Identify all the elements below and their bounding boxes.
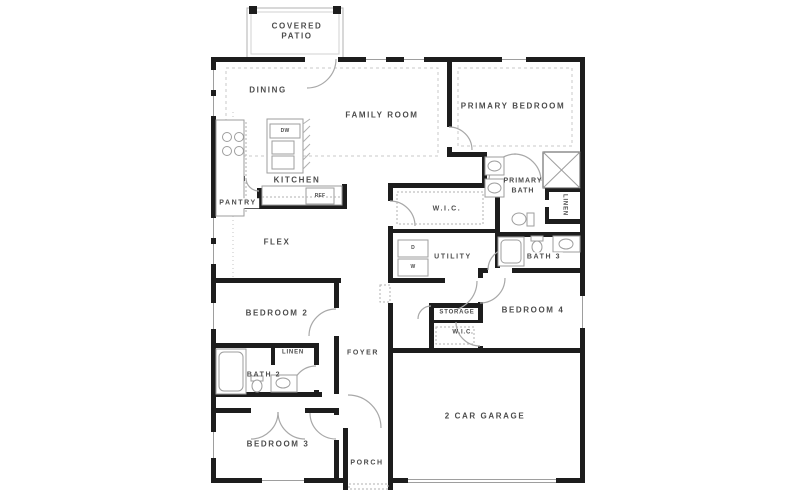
label-primary-bedroom: PRIMARY BEDROOM: [460, 101, 566, 111]
label-bedroom3: BEDROOM 3: [246, 439, 310, 449]
label-kitchen: KITCHEN: [273, 175, 321, 185]
label-linen-primary: LINEN: [561, 194, 568, 216]
porch-step: [349, 484, 388, 489]
label-wic-bedroom4: W.I.C.: [452, 329, 474, 336]
burner: [223, 147, 232, 156]
label-covered-patio: [272, 22, 323, 41]
label-covered-patio-line2: PATIO: [281, 31, 313, 40]
toilet: [512, 213, 526, 225]
toilet-tank: [527, 213, 534, 226]
label-bath3: BATH 3: [526, 253, 562, 261]
label-flex: FLEX: [263, 237, 291, 247]
label-dryer: D: [411, 245, 415, 251]
burner: [235, 133, 244, 142]
toilet: [532, 241, 542, 253]
label-foyer: FOYER: [346, 349, 380, 357]
shower: [543, 152, 580, 188]
label-wic-primary: W.I.C.: [432, 205, 462, 213]
label-primary-bath-line1: PRIMARY: [503, 177, 543, 185]
label-bedroom2: BEDROOM 2: [245, 308, 309, 318]
label-dishwasher: DW: [280, 128, 290, 134]
sink: [488, 183, 501, 193]
burner: [223, 133, 232, 142]
label-bath2: BATH 2: [246, 371, 282, 379]
label-primary-bath: [503, 177, 542, 196]
label-storage: STORAGE: [439, 309, 475, 316]
island-hatch: [303, 119, 310, 169]
label-bedroom4: BEDROOM 4: [501, 305, 565, 315]
sink: [559, 239, 573, 249]
label-refrigerator: REF: [314, 193, 326, 199]
attic-access: [380, 285, 390, 302]
label-utility: UTILITY: [434, 253, 472, 261]
toilet-tank: [531, 236, 543, 241]
label-washer: W: [410, 264, 416, 270]
label-pantry: PANTRY: [219, 199, 257, 207]
sink: [488, 161, 501, 171]
label-porch: PORCH: [350, 459, 384, 467]
label-family-room: FAMILY ROOM: [345, 110, 419, 120]
label-covered-patio-line1: COVERED: [271, 21, 323, 31]
label-linen-hall: LINEN: [282, 349, 304, 356]
label-garage: 2 CAR GARAGE: [444, 411, 526, 421]
label-dining: DINING: [249, 85, 287, 95]
label-primary-bath-line2: BATH: [511, 187, 535, 194]
burner: [235, 147, 244, 156]
toilet: [252, 380, 262, 392]
